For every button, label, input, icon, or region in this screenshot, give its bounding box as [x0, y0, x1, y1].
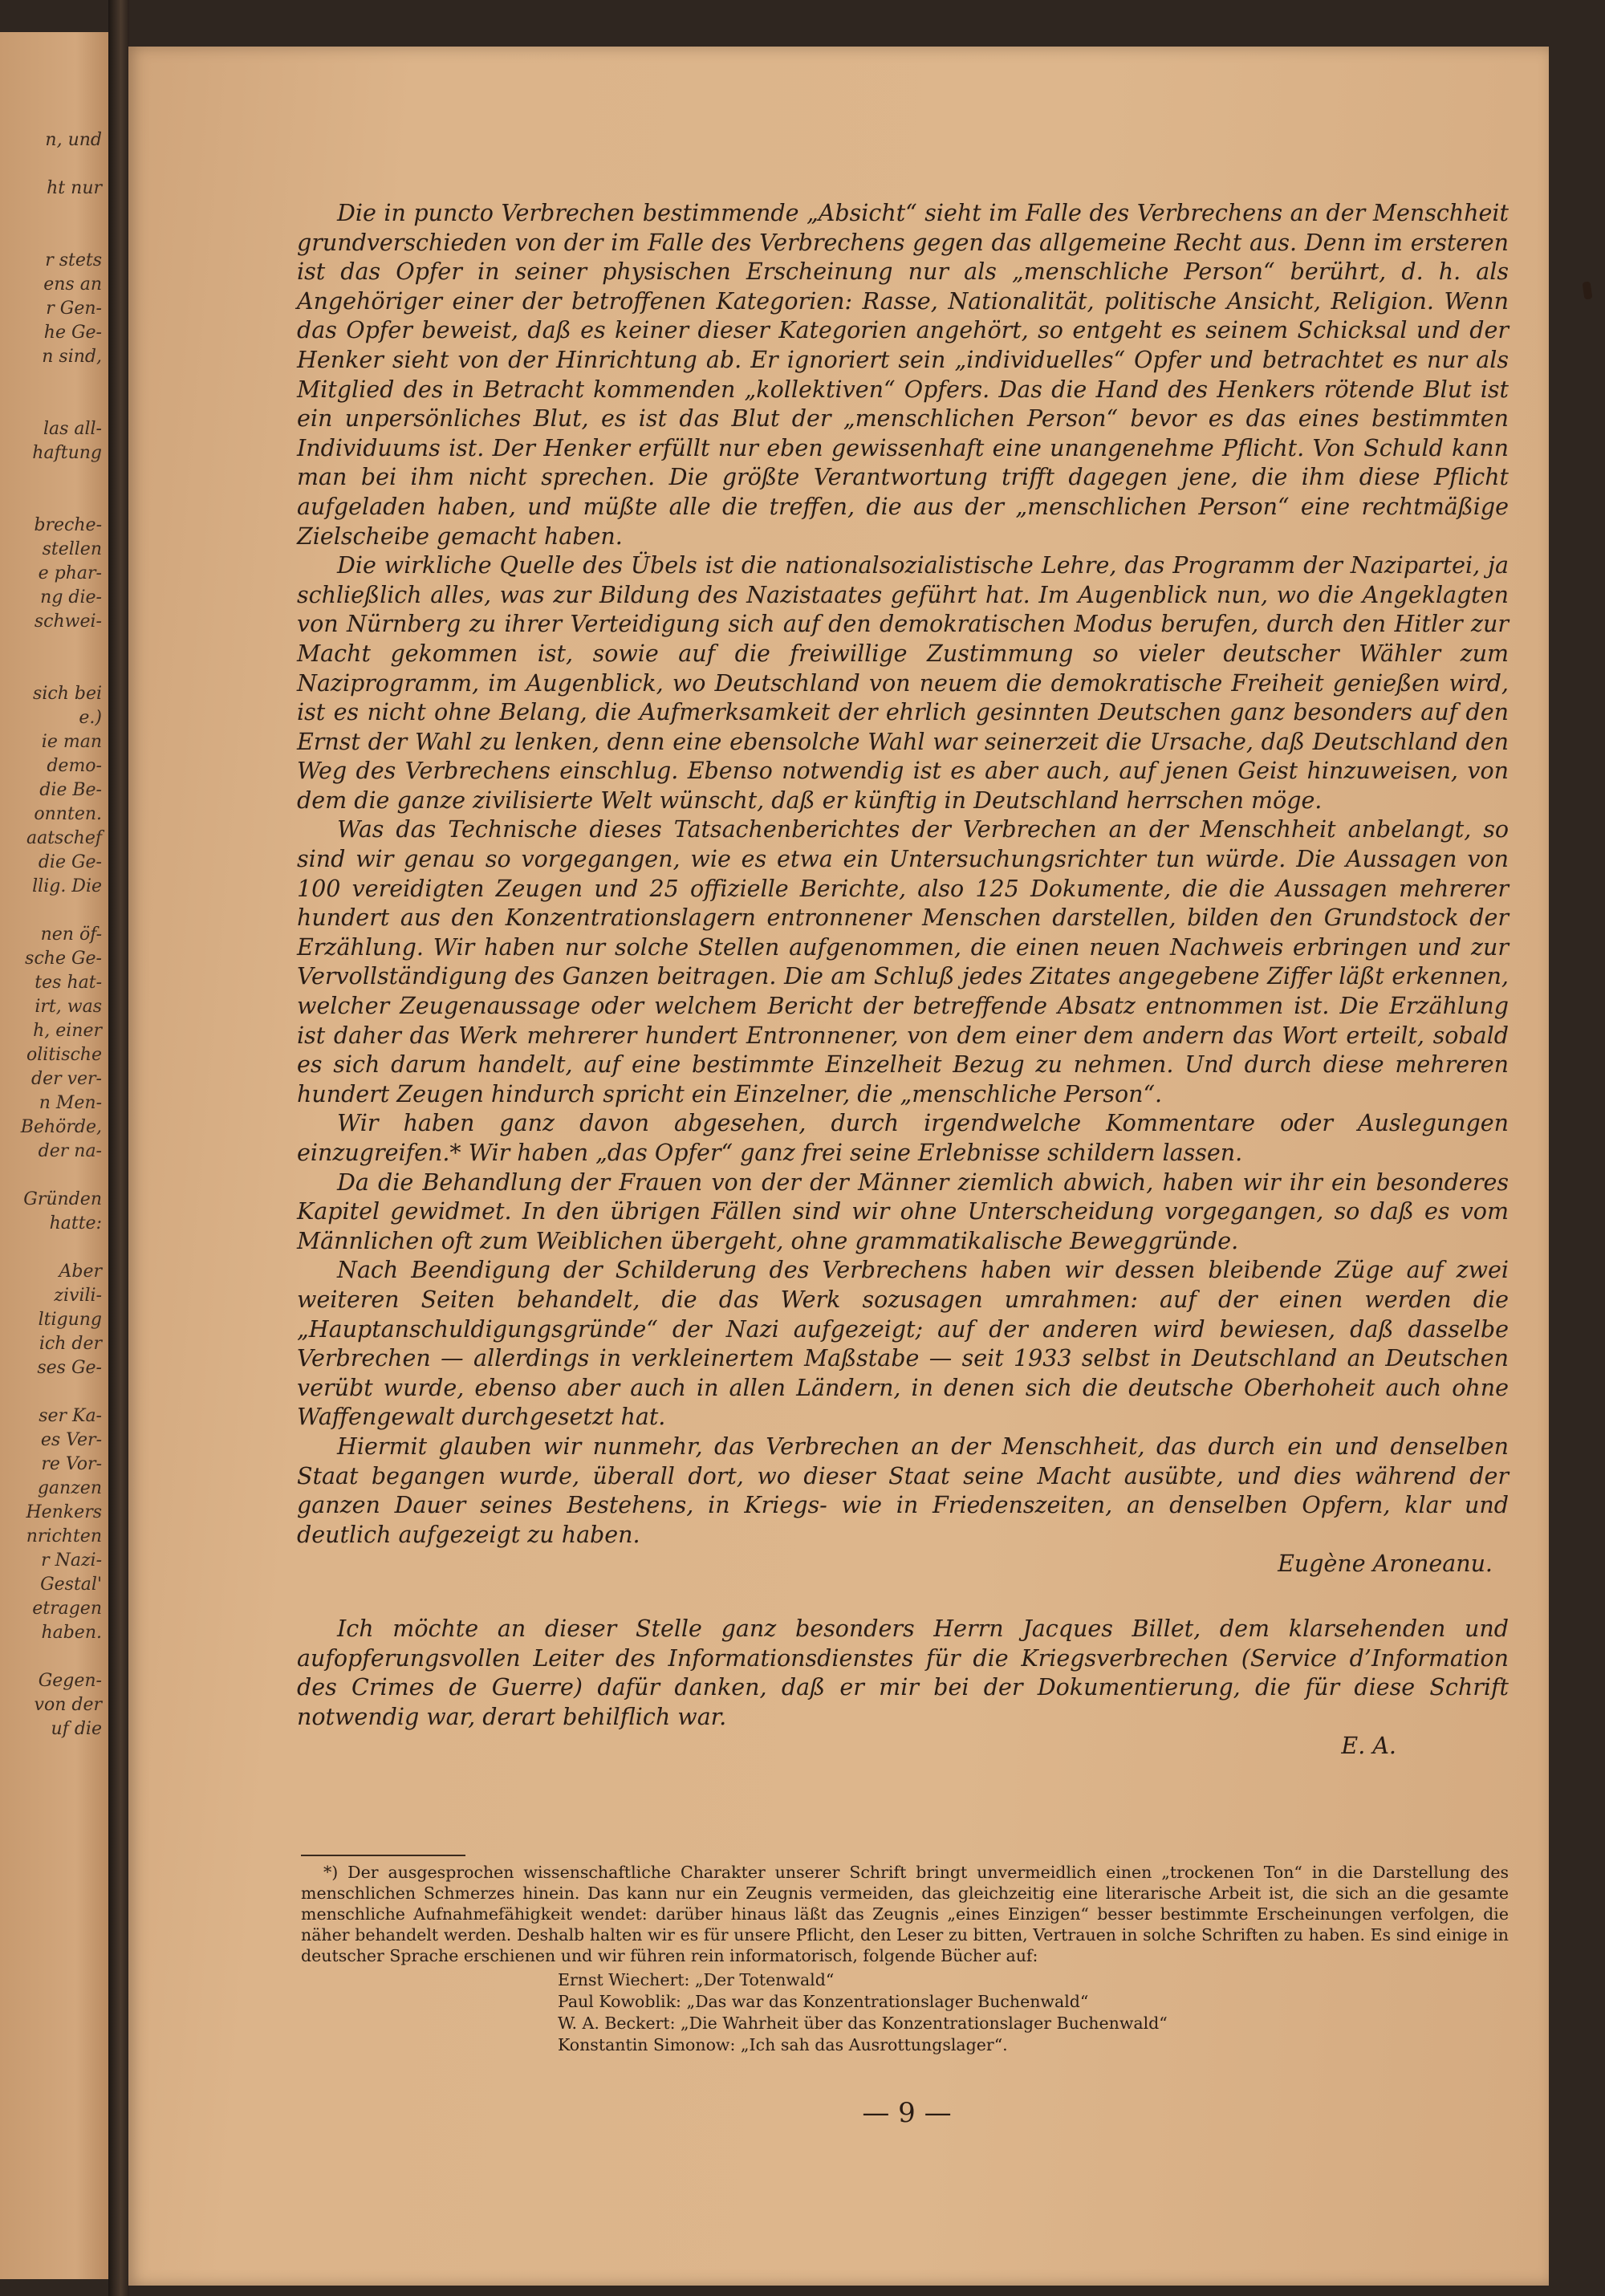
edge-fragment: der na-: [38, 1141, 102, 1161]
edge-fragment: schwei-: [34, 612, 102, 632]
edge-fragment: ltigung: [38, 1310, 102, 1330]
edge-fragment: las all-: [43, 419, 102, 439]
edge-fragment: sche Ge-: [25, 949, 102, 969]
edge-fragment: [0, 225, 108, 249]
paragraph-2: Die wirkliche Quelle des Übels ist die nationalsozialistische Lehre, das Programm der Nazipartei, ja schließlich alles, was zur Bildung des Nazistaates geführt hat. Im Augenblick nun, wo die Angeklagten von Nürnberg zu ihrer Verteidigung sich auf den demokratischen Modus berufen, durch den Hitler zur Macht gekommen ist, sowie auf die freiwillige Zustimmung so vieler deutscher Wähler zum Naziprogramm, im Augenblick, wo Deutschland von neuem die demokratische Freiheit genießen wird, ist es nicht ohne Belang, die Aufmerksamkeit der ehrlich gesinnten Deutschen ganz besonders auf den Ernst der Wahl zu lenken, denn eine ebensolche Wahl war seinerzeit die Ursache, daß Deutschland den Weg des Verbrechens einschlug. Ebenso notwendig ist es aber auch, auf jenen Geist hinzuweisen, von dem die ganze zivilisierte Welt wünscht, daß er künftig in Deutschland herrschen möge.: [297, 552, 1509, 814]
footnote-text: *) Der ausgesprochen wissenschaftliche Charakter unserer Schrift bringt unvermeidlich einen „trockenen Ton“ in die Darstellung des menschlichen Schmerzes hinein. Das kann nur ein Zeugnis vermeiden, das gleichzeitig eine literarische Arbeit ist, die sich an die gesamte menschliche Aufnahmefähigkeit wendet: darüber hinaus läßt das Zeugnis „eines Einzigen“ besser bestimmte Erscheinungen verfolgen, die näher behandelt werden. Deshalb halten wir es für unsere Pflicht, den Leser zu bitten, Vertrauen in solche Schriften zu haben. Es sind einige in deutscher Sprache erschienen und wir führen rein informatorisch, folgende Bücher auf:: [301, 1863, 1509, 1965]
edge-fragment: [0, 201, 108, 225]
edge-fragment: die Be-: [39, 780, 102, 800]
author-signature: Eugène Aroneanu.: [1278, 1550, 1493, 1578]
edge-fragment: n, und: [45, 130, 102, 150]
edge-fragment: ser Ka-: [39, 1406, 102, 1426]
edge-fragment: [0, 899, 108, 923]
edge-fragment: demo-: [47, 756, 102, 776]
edge-fragment: nrichten: [26, 1526, 102, 1546]
edge-fragment: [0, 1236, 108, 1260]
edge-fragment: Gründen: [23, 1189, 102, 1209]
edge-fragment: ens an: [43, 274, 102, 295]
previous-page-text-fragments: [0, 128, 108, 1741]
edge-fragment: [0, 490, 108, 514]
edge-fragment: r Gen-: [46, 299, 102, 319]
edge-fragment: Gestal': [40, 1575, 102, 1595]
edge-fragment: [0, 658, 108, 682]
edge-fragment: der ver-: [30, 1069, 102, 1089]
book-item: Konstantin Simonow: „Ich sah das Ausrottungslager“.: [558, 2035, 1008, 2054]
edge-fragment: llig. Die: [32, 876, 102, 896]
edge-fragment: Behörde,: [20, 1117, 102, 1137]
edge-fragment: uf die: [51, 1719, 102, 1739]
edge-fragment: e phar-: [38, 563, 102, 583]
edge-fragment: breche-: [34, 515, 102, 535]
edge-fragment: r stets: [45, 250, 102, 270]
book-item: Ernst Wiechert: „Der Totenwald“: [558, 1970, 835, 1989]
edge-fragment: stellen: [42, 539, 102, 559]
edge-fragment: [0, 393, 108, 417]
edge-fragment: [0, 465, 108, 490]
edge-fragment: ng die-: [40, 587, 102, 608]
edge-fragment: ht nur: [47, 178, 102, 198]
page: [128, 47, 1549, 2286]
footnote: [301, 1862, 1509, 2056]
edge-fragment: onnten.: [34, 804, 102, 824]
edge-fragment: zivili-: [54, 1286, 102, 1306]
edge-fragment: [0, 369, 108, 393]
paragraph-1: Die in puncto Verbrechen bestimmende „Absicht“ sieht im Falle des Verbrechens an der Menschheit grundverschieden von der im Falle des Verbrechens gegen das allgemeine Recht aus. Denn im ersteren ist das Opfer in seiner physischen Erscheinung nur als „menschliche Person“ berührt, d. h. als Angehöriger einer der betroffenen Kategorien: Rasse, Nationalität, politische Ansicht, Religion. Wenn das Opfer beweist, daß es keiner dieser Kategorien angehört, so entgeht es seinem Schicksal und der Henker sieht von der Hinrichtung ab. Er ignoriert sein „individuelles“ Opfer und betrachtet es nur als Mitglied des in Betracht kommenden „kollektiven“ Opfers. Das die Hand des Henkers rötende Blut ist ein unpersönliches Blut, es ist das Blut der „menschlichen Person“ bevor es das eines bestimmten Individuums ist. Der Henker erfüllt nur eben gewissenhaft eine unangenehme Pflicht. Von Schuld kann man bei ihm nicht sprechen. Die größte Verantwortung trifft dagegen jene, die ihm diese Pflicht aufgeladen haben, und müßte alle die treffen, die aus der „menschlichen Person“ eine rechtmäßige Zielscheibe gemacht haben.: [297, 200, 1509, 550]
acknowledgement-signature: E. A.: [1341, 1733, 1396, 1760]
main-text: [297, 199, 1509, 1762]
edge-fragment: olitische: [26, 1045, 102, 1065]
edge-fragment: tes hat-: [35, 973, 102, 993]
edge-fragment: irt, was: [35, 997, 102, 1017]
edge-fragment: ganzen: [37, 1478, 102, 1498]
edge-fragment: e.): [79, 708, 102, 728]
paragraph-4: Wir haben ganz davon abgesehen, durch irgendwelche Kommentare oder Auslegungen einzugreifen.* Wir haben „das Opfer“ ganz frei seine Erlebnisse schildern lassen.: [297, 1110, 1509, 1166]
paragraph-3: Was das Technische dieses Tatsachenberichtes der Verbrechen an der Menschheit anbelangt, so sind wir genau so vorgegangen, wie es etwa ein Untersuchungsrichter tun würde. Die Aussagen von 100 vereidigten Zeugen und 25 offizielle Berichte, also 125 Dokumente, die die Aussagen mehrerer hundert aus den Konzentrationslagern entronnener Menschen darstellen, bilden den Grundstock der Erzählung. Wir haben nur solche Stellen aufgenommen, die einen neuen Nachweis erbringen und zur Vervollständigung des Ganzen beitragen. Die am Schluß jedes Zitates angegebene Ziffer läßt erkennen, welcher Zeugenaussage oder welchem Bericht der betreffende Absatz entnommen ist. Die Erzählung ist daher das Werk mehrerer hundert Entronnener, von dem einer dem andern das Wort erteilt, sobald es sich darum handelt, auf eine bestimmte Einzelheit Bezug zu nehmen. Und durch diese mehreren hundert Zeugen hindurch spricht ein Einzelner, die „menschliche Person“.: [297, 816, 1509, 1107]
edge-fragment: [0, 1645, 108, 1669]
edge-fragment: ie man: [41, 732, 102, 752]
edge-fragment: nen öf-: [40, 924, 102, 945]
edge-fragment: Gegen-: [38, 1671, 102, 1691]
acknowledgement: Ich möchte an dieser Stelle ganz besonders Herrn Jacques Billet, dem klarsehenden und aufopferungsvollen Leiter des Informationsdienstes für die Kriegsverbrechen (Service d’Information des Crimes de Guerre) dafür danken, daß er mir bei der Dokumentierung, die für diese Schrift notwendig war, derart behilflich war.: [297, 1615, 1509, 1730]
edge-fragment: Aber: [59, 1262, 102, 1282]
page-number: — 9 —: [862, 2097, 952, 2129]
edge-fragment: ses Ge-: [37, 1358, 102, 1378]
edge-fragment: re Vor-: [41, 1454, 102, 1474]
edge-fragment: r Nazi-: [41, 1550, 102, 1571]
edge-fragment: es Ver-: [40, 1430, 102, 1450]
edge-fragment: [0, 634, 108, 658]
edge-fragment: [0, 1164, 108, 1188]
paragraph-5: Da die Behandlung der Frauen von der der Männer ziemlich abwich, haben wir ihr ein besonderes Kapitel gewidmet. In den übrigen Fällen sind wir ohne Unterscheidung vorgegangen, so daß es vom Männlichen oft zum Weiblichen übergeht, ohne grammatikalische Beweggründe.: [297, 1168, 1509, 1254]
edge-fragment: hatte:: [49, 1213, 102, 1233]
edge-fragment: von der: [34, 1695, 102, 1715]
edge-fragment: [0, 152, 108, 177]
book-item: Paul Kowoblik: „Das war das Konzentrationslager Buchenwald“: [558, 1992, 1089, 2011]
edge-fragment: haben.: [41, 1623, 102, 1643]
edge-fragment: aatschef: [26, 828, 102, 848]
book-item: W. A. Beckert: „Die Wahrheit über das Konzentrationslager Buchenwald“: [558, 2014, 1168, 2033]
edge-fragment: he Ge-: [43, 323, 102, 343]
ink-mark: [1583, 281, 1593, 299]
edge-fragment: Henkers: [26, 1502, 102, 1522]
paragraph-6: Nach Beendigung der Schilderung des Verbrechens haben wir dessen bleibende Züge auf zwei weiteren Seiten behandelt, die das Werk sozusagen umrahmen: auf der einen werden die „Hauptanschuldigungsgründe“ der Nazi aufgezeigt; auf der anderen wird bewiesen, daß dasselbe Verbrechen — allerdings in verkleinertem Maßstabe — seit 1933 selbst in Deutschland an Deutschen verübt wurde, ebenso aber auch in allen Ländern, in denen sich die deutsche Oberhoheit auch ohne Waffengewalt durchgesetzt hat.: [297, 1257, 1509, 1431]
edge-fragment: ich der: [39, 1334, 102, 1354]
edge-fragment: h, einer: [33, 1021, 102, 1041]
edge-fragment: etragen: [32, 1599, 102, 1619]
paragraph-7: Hiermit glauben wir nunmehr, das Verbrechen an der Menschheit, das durch ein und denselben Staat begangen wurde, überall dort, wo dieser Staat seine Macht ausübte, und dies während der ganzen Dauer seines Bestehens, in Kriegs- wie in Friedenszeiten, an denselben Opfern, klar und deutlich aufgezeigt zu haben.: [297, 1432, 1509, 1548]
edge-fragment: n Men-: [39, 1093, 102, 1113]
book-list: [558, 1969, 1509, 2056]
footnote-rule: [301, 1855, 465, 1856]
edge-fragment: haftung: [32, 443, 102, 463]
book-gutter: [108, 0, 129, 2296]
edge-fragment: die Ge-: [38, 852, 102, 872]
edge-fragment: sich bei: [33, 684, 102, 704]
edge-fragment: n sind,: [42, 347, 102, 367]
edge-fragment: [0, 1380, 108, 1404]
